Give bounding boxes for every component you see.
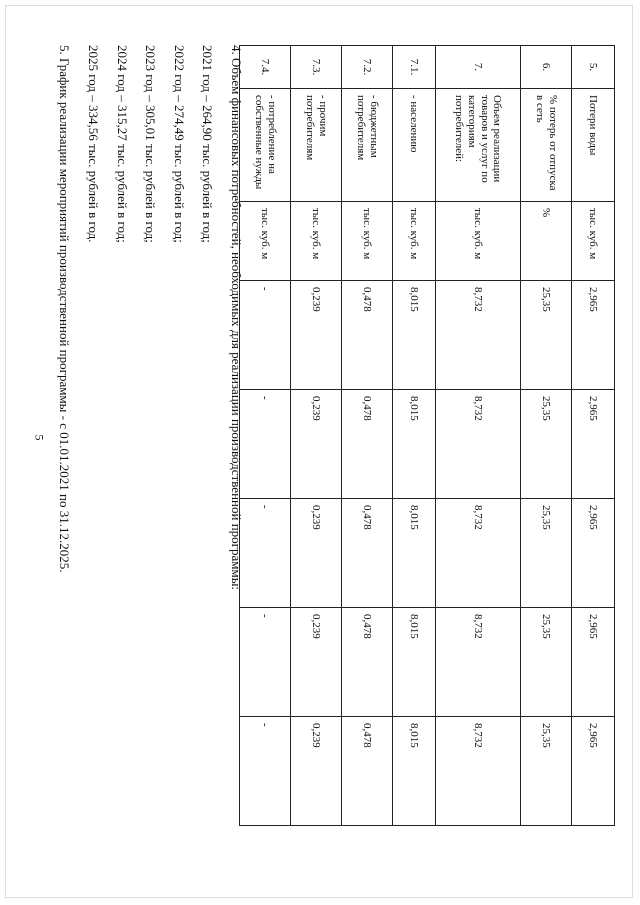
value-cell: 8,015: [393, 717, 436, 826]
row-unit: %: [521, 202, 572, 281]
value-cell: 2,965: [572, 717, 615, 826]
value-cell: 0,478: [342, 608, 393, 717]
water-balance-table: [239, 45, 615, 826]
section4-heading: 4. Объем финансовых потребностей, необходимых для реализации производственной программы:: [229, 45, 244, 591]
value-cell: 8,732: [436, 717, 521, 826]
value-cell: 25,35: [521, 281, 572, 390]
row-unit: тыс. куб. м: [393, 202, 436, 281]
value-cell: 0,239: [291, 281, 342, 390]
value-cell: -: [240, 281, 291, 390]
value-cell: 8,015: [393, 499, 436, 608]
value-cell: 25,35: [521, 717, 572, 826]
text-block: [50, 45, 250, 885]
row-name: Объем реализации товаров и услуг по категориям потребителей:: [436, 89, 521, 202]
finance-line: 2021 год – 264,90 тыс. рублей в год;: [200, 45, 216, 243]
row-number: 6.: [521, 46, 572, 89]
row-name: Потери воды: [572, 89, 615, 202]
value-cell: 2,965: [572, 499, 615, 608]
value-cell: 25,35: [521, 608, 572, 717]
row-unit: тыс. куб. м: [436, 202, 521, 281]
value-cell: 2,965: [572, 281, 615, 390]
row-name: - населению: [393, 89, 436, 202]
finance-line: 2024 год – 315,27 тыс. рублей в год;: [114, 45, 130, 243]
value-cell: 8,015: [393, 281, 436, 390]
table-row: [393, 46, 436, 826]
row-number: 5.: [572, 46, 615, 89]
row-number: 7.: [436, 46, 521, 89]
finance-line: 2025 год – 334,56 тыс. рублей в год.: [86, 45, 102, 243]
row-number: 7.4.: [240, 46, 291, 89]
value-cell: 8,015: [393, 608, 436, 717]
finance-line: 2023 год – 305,01 тыс. рублей в год;: [143, 45, 159, 243]
row-unit: тыс. куб. м: [342, 202, 393, 281]
row-number: 7.3.: [291, 46, 342, 89]
value-cell: 0,239: [291, 717, 342, 826]
value-cell: 0,239: [291, 390, 342, 499]
row-name: % потерь от отпуска в сеть: [521, 89, 572, 202]
row-unit: тыс. куб. м: [240, 202, 291, 281]
value-cell: 2,965: [572, 390, 615, 499]
value-cell: 8,732: [436, 390, 521, 499]
row-unit: тыс. куб. м: [291, 202, 342, 281]
table-row: [436, 46, 521, 826]
finance-line: 2022 год – 274,49 тыс. рублей в год;: [171, 45, 187, 243]
row-name: - прочим потребителям: [291, 89, 342, 202]
value-cell: 8,732: [436, 281, 521, 390]
value-cell: -: [240, 608, 291, 717]
row-name: - потребление на собственные нужды: [240, 89, 291, 202]
value-cell: 0,239: [291, 499, 342, 608]
value-cell: 0,478: [342, 390, 393, 499]
value-cell: 25,35: [521, 499, 572, 608]
page-number: 5: [32, 434, 47, 441]
value-cell: 0,478: [342, 717, 393, 826]
row-number: 7.2.: [342, 46, 393, 89]
row-number: 7.1.: [393, 46, 436, 89]
table-row: [572, 46, 615, 826]
row-unit: тыс. куб. м: [572, 202, 615, 281]
value-cell: 0,239: [291, 608, 342, 717]
value-cell: 25,35: [521, 390, 572, 499]
table-row: [521, 46, 572, 826]
value-cell: -: [240, 390, 291, 499]
table-row: [291, 46, 342, 826]
table-row: [342, 46, 393, 826]
row-name: - бюджетным потребителям: [342, 89, 393, 202]
value-cell: 0,478: [342, 499, 393, 608]
value-cell: 8,732: [436, 499, 521, 608]
value-cell: 8,015: [393, 390, 436, 499]
section5-heading: 5. График реализации мероприятий производственной программы - с 01.01.2021 по 31.12.2025.: [57, 45, 73, 573]
value-cell: 8,732: [436, 608, 521, 717]
value-cell: 2,965: [572, 608, 615, 717]
value-cell: -: [240, 717, 291, 826]
rotated-content: [5, 5, 625, 905]
value-cell: 0,478: [342, 281, 393, 390]
value-cell: -: [240, 499, 291, 608]
